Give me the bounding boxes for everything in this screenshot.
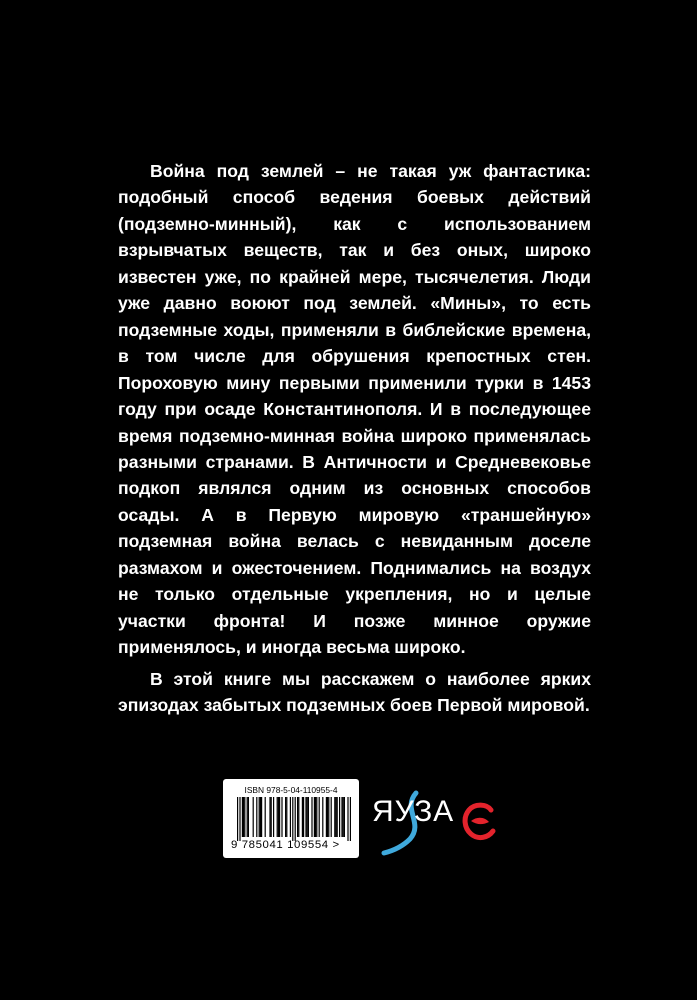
barcode-bar (316, 797, 317, 837)
book-description (118, 158, 591, 719)
description-paragraph-2: В этой книге мы расскажем о наиболее ярких эпизодах забытых подземных боев Первой мировой. (118, 668, 591, 716)
barcode-bar (302, 797, 303, 837)
barcode-bar (319, 797, 320, 837)
barcode-bar (279, 797, 280, 837)
barcode-bar (311, 797, 312, 837)
barcode-bar (326, 797, 327, 837)
isbn-barcode (223, 779, 359, 858)
barcode-bar (248, 797, 249, 837)
barcode-bar (322, 797, 323, 837)
barcode-bar (271, 797, 272, 837)
description-paragraph-1: Война под землей – не такая уж фантастика: подобный способ ведения боевых действий (подземно-минный), как с использованием взрывчатых веществ, так и без оных, широко известен уже, по крайней мере, тысячелетия. Люди уже давно воюют под землей. «Мины», то есть подземные ходы, применяли в библейские времена, в том числе для обрушения крепостных стен. Пороховую мину первыми применили турки в 1453 году при осаде Константинополя. И в последующее время подземно-минная война широко применялась разными странами. В Античности и Средневековье подкоп являлся одним из основных способов осады. А в Первую мировую «траншейную» подземная война велась с невиданным доселе размахом и ожесточением. Поднимались на воздух не только отдельные укрепления, но и целые участки фронта! И позже минное оружие применялось, и иногда весьма широко. (118, 161, 591, 658)
barcode-bar (335, 797, 336, 837)
barcode-bar (259, 797, 260, 837)
barcode-bar (260, 797, 261, 837)
barcode-bar (290, 797, 291, 837)
barcode-bar (256, 797, 257, 837)
barcode-bar (277, 797, 278, 837)
barcode-bar (298, 797, 299, 837)
barcode-bar (242, 797, 243, 837)
barcode-bar (285, 797, 286, 837)
barcode-bars-icon (231, 797, 351, 841)
barcode-bar (331, 797, 332, 837)
barcode-bar (243, 797, 244, 837)
barcode-bar (337, 797, 338, 837)
barcode-bar (305, 797, 306, 837)
barcode-bar (239, 797, 240, 841)
barcode-bar (314, 797, 315, 837)
barcode-bar (347, 797, 348, 841)
barcode-bar (269, 797, 270, 837)
barcode-bar (328, 797, 329, 837)
barcode-bar (350, 797, 351, 841)
barcode-bar (247, 797, 248, 837)
barcode-bar (237, 797, 238, 841)
yauza-logo-text: ЯУЗА (372, 795, 455, 828)
barcode-bar (341, 797, 342, 837)
barcode-bar (261, 797, 262, 837)
barcode-bar (303, 797, 304, 837)
barcode-bar (343, 797, 344, 837)
eksmo-e-icon (461, 801, 497, 841)
isbn-label: ISBN 978-5-04-110955-4 (244, 785, 338, 795)
barcode-bar (265, 797, 266, 837)
barcode-bar (297, 797, 298, 837)
barcode-bar (339, 797, 340, 837)
barcode-bar (278, 797, 279, 837)
barcode-bar (253, 797, 254, 837)
barcode-digits: 9 785041 109554 > (231, 839, 340, 851)
barcode-bar (292, 797, 293, 841)
barcode-bar (307, 797, 308, 837)
barcode-bar (244, 797, 245, 837)
barcode-bar (315, 797, 316, 837)
barcode-bar (327, 797, 328, 837)
barcode-bar (308, 797, 309, 837)
barcode-bar (281, 797, 282, 837)
barcode-bar (344, 797, 345, 837)
yauza-publisher-logo (372, 789, 455, 859)
barcode-bar (295, 797, 296, 841)
barcode-bar (286, 797, 287, 837)
barcode-bar (273, 797, 274, 837)
barcode-bar (334, 797, 335, 837)
